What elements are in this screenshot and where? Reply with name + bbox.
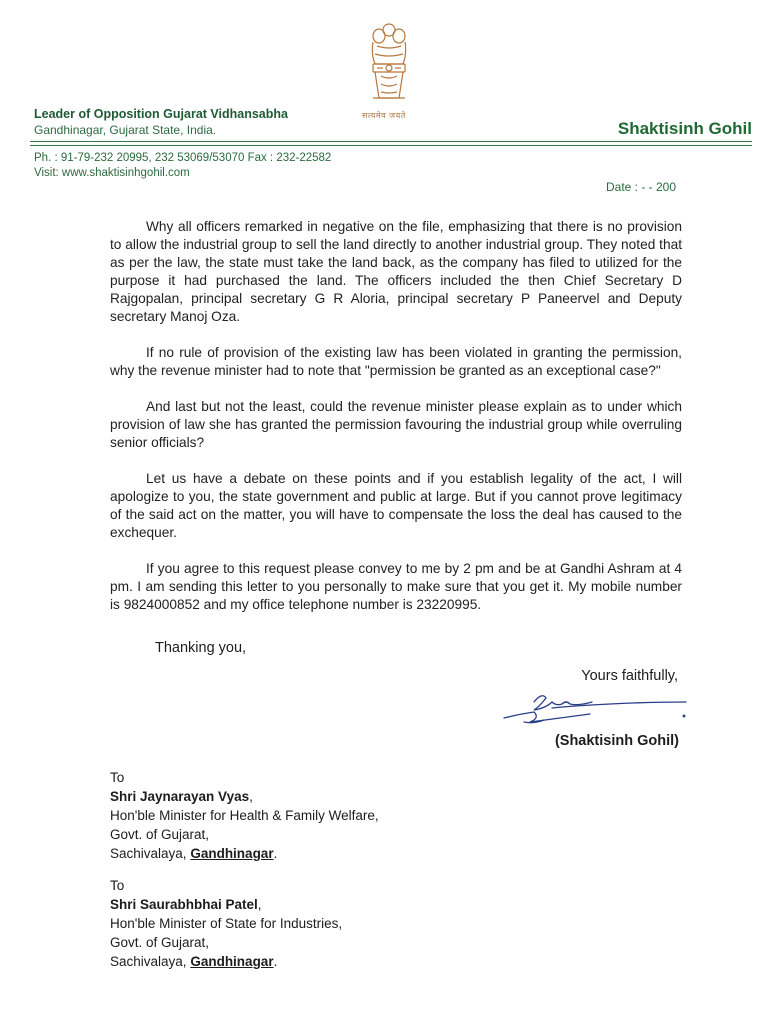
recipient-office: Sachivalaya,: [110, 954, 187, 969]
letter-body: [110, 218, 682, 632]
office-title: Leader of Opposition Gujarat Vidhansabha: [34, 107, 288, 121]
recipient-place: Gandhinagar: [190, 846, 274, 861]
recipient-name: Shri Saurabhbhai Patel: [110, 897, 258, 912]
website-line: Visit: www.shaktisinhgohil.com: [34, 167, 190, 179]
body-paragraph: Let us have a debate on these points and if you establish legality of the act, I will apologize to you, the state government and public at large. But if you cannot prove legitimacy of the said act on the matter, you will have to compensate the loss the deal has caused to the exchequer.: [110, 471, 682, 540]
thanks-line: Thanking you,: [155, 640, 247, 656]
closing-line: Yours faithfully,: [581, 668, 678, 684]
recipient-office: Sachivalaya,: [110, 846, 187, 861]
recipient-designation: Hon'ble Minister for Health & Family Welfare,: [110, 808, 379, 823]
recipient-designation: Hon'ble Minister of State for Industries,: [110, 916, 343, 931]
body-paragraph: And last but not the least, could the revenue minister please explain as to under which provision of law she has granted the permission favouring the industrial group while overruling senior officials?: [110, 399, 682, 450]
body-paragraph: If you agree to this request please convey to me by 2 pm and be at Gandhi Ashram at 4 pm. I am sending this letter to you personally to make sure that you get it. My mobile number is 9824000852 and my office telephone number is 23220995.: [110, 561, 682, 612]
body-paragraph: Why all officers remarked in negative on the file, emphasizing that there is no provision to allow the industrial group to sell the land directly to another industrial group. They noted that as per the law, the state must take the land back, as the company has filed to utilized for the purpose it had purchased the land. The officers included the then Chief Secretary D Rajgopalan, principal secretary G R Aloria, principal secretary P Paneervel and Deputy secretary Manoj Oza.: [110, 219, 682, 324]
recipient-place: Gandhinagar: [190, 954, 274, 969]
emblem-motto: सत्यमेव जयते: [362, 111, 406, 120]
body-paragraph: If no rule of provision of the existing law has been violated in granting the permission, why the revenue minister had to note that "permission be granted as an exceptional case?": [110, 345, 682, 378]
header-rule-thin: [30, 145, 752, 146]
date-line: Date : - - 200: [606, 180, 677, 194]
handwritten-signature: [500, 688, 690, 728]
header-rule-thick: [30, 141, 752, 142]
office-place: Gandhinagar, Gujarat State, India.: [34, 123, 217, 137]
recipient-name: Shri Jaynarayan Vyas: [110, 789, 250, 804]
phone-line: Ph. : 91-79-232 20995, 232 53069/53070 Fax : 232-22582: [34, 152, 332, 164]
signer-name: (Shaktisinh Gohil): [554, 733, 679, 749]
recipient-govt: Govt. of Gujarat,: [110, 827, 210, 842]
recipient-govt: Govt. of Gujarat,: [110, 935, 210, 950]
to-label: To: [110, 878, 125, 893]
contact-block: [34, 151, 331, 181]
recipient-block: To Shri Saurabhbhai Patel, Hon'ble Minister of State for Industries, Govt. of Gujarat, Sachivalaya, Gandhinagar.: [110, 878, 343, 969]
letterhead-name: Shaktisinh Gohil: [617, 119, 752, 138]
recipient-block: To Shri Jaynarayan Vyas, Hon'ble Minister for Health & Family Welfare, Govt. of Gujarat, Sachivalaya, Gandhinagar.: [110, 770, 379, 861]
to-label: To: [110, 770, 125, 785]
